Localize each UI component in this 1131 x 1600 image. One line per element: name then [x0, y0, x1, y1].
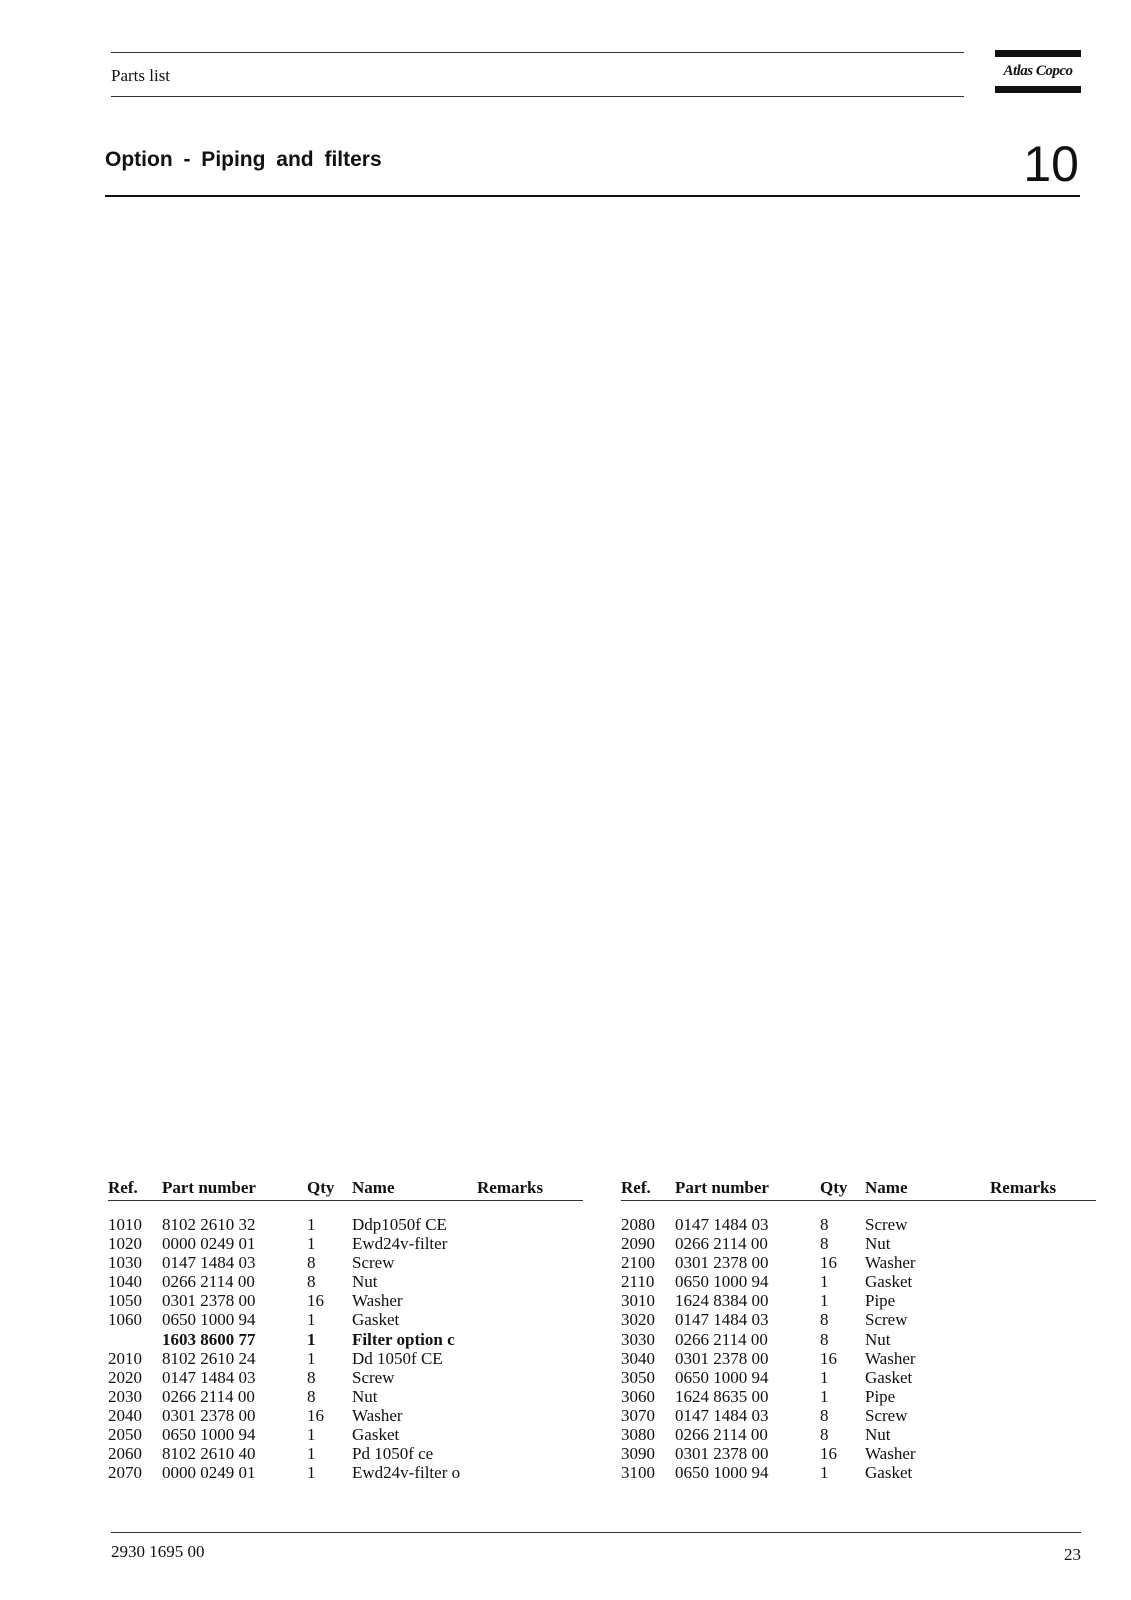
cell-qty: 8	[820, 1215, 829, 1234]
col-part-number-header: Part number	[162, 1178, 256, 1197]
cell-qty: 1	[307, 1444, 316, 1464]
table-row	[621, 1463, 1096, 1482]
table-row	[108, 1330, 583, 1349]
col-name-header: Name	[865, 1178, 908, 1197]
parts-table-left	[108, 1178, 583, 1482]
brand-logo-text: Atlas Copco	[1003, 63, 1073, 79]
cell-qty: 8	[820, 1405, 829, 1425]
table-row	[108, 1444, 583, 1463]
cell-qty: 1	[307, 1463, 316, 1483]
cell-name: Ewd24v-filter o	[352, 1463, 461, 1483]
cell-qty: 1	[307, 1234, 316, 1254]
table-row	[621, 1368, 1096, 1387]
cell-qty: 1	[820, 1291, 829, 1311]
doc-number: 2930 1695 00	[111, 1542, 205, 1561]
cell-ref: 2010	[108, 1348, 142, 1368]
cell-ref: 2080	[621, 1215, 655, 1234]
table-row	[621, 1387, 1096, 1406]
cell-ref: 3060	[621, 1386, 655, 1406]
cell-qty: 16	[820, 1348, 837, 1368]
table-row	[108, 1234, 583, 1253]
header-bottom-rule	[111, 96, 964, 97]
cell-ref: 1020	[108, 1234, 142, 1254]
cell-ref: 3050	[621, 1367, 655, 1387]
page-number: 23	[1064, 1545, 1081, 1564]
cell-name: Gasket	[865, 1272, 913, 1292]
cell-part-number: 0650 1000 94	[675, 1367, 769, 1387]
parts-table-right	[621, 1178, 1096, 1482]
cell-ref: 1060	[108, 1310, 142, 1330]
cell-name: Washer	[865, 1253, 916, 1273]
table-row	[108, 1406, 583, 1425]
cell-ref: 2060	[108, 1444, 142, 1464]
cell-ref: 1050	[108, 1291, 142, 1311]
cell-name: Washer	[865, 1444, 916, 1464]
table-row	[621, 1406, 1096, 1425]
page-title: Option - Piping and filters	[105, 148, 382, 171]
table-row	[108, 1463, 583, 1482]
table-row	[621, 1444, 1096, 1463]
cell-qty: 16	[820, 1253, 837, 1273]
cell-part-number: 0266 2114 00	[675, 1329, 768, 1349]
table-row	[108, 1291, 583, 1310]
cell-part-number: 0301 2378 00	[675, 1348, 769, 1368]
col-name-header: Name	[352, 1178, 395, 1197]
cell-part-number: 1624 8384 00	[675, 1291, 769, 1311]
cell-qty: 8	[820, 1329, 829, 1349]
cell-name: Screw	[352, 1253, 395, 1273]
col-ref-header: Ref.	[621, 1178, 651, 1197]
cell-qty: 1	[307, 1215, 316, 1234]
cell-ref: 2030	[108, 1386, 142, 1406]
cell-qty: 1	[820, 1386, 829, 1406]
cell-part-number: 0147 1484 03	[675, 1310, 769, 1330]
cell-ref: 1010	[108, 1215, 142, 1234]
cell-qty: 1	[307, 1348, 316, 1368]
table-row	[621, 1291, 1096, 1310]
cell-name: Pipe	[865, 1291, 896, 1311]
cell-name: Nut	[865, 1425, 891, 1445]
cell-ref: 2040	[108, 1405, 142, 1425]
cell-ref: 3080	[621, 1425, 655, 1445]
cell-ref: 2070	[108, 1463, 142, 1483]
cell-qty: 8	[820, 1234, 829, 1254]
cell-name: Pd 1050f ce	[352, 1444, 434, 1464]
cell-part-number: 8102 2610 32	[162, 1215, 256, 1234]
cell-name: Ewd24v-filter	[352, 1234, 448, 1254]
table-row	[621, 1330, 1096, 1349]
cell-ref: 3070	[621, 1405, 655, 1425]
table-row	[108, 1215, 583, 1234]
cell-part-number: 0266 2114 00	[162, 1272, 255, 1292]
col-remarks-header: Remarks	[990, 1178, 1057, 1197]
cell-name: Nut	[865, 1329, 891, 1349]
cell-part-number: 0266 2114 00	[162, 1386, 255, 1406]
table-row	[621, 1234, 1096, 1253]
cell-qty: 8	[307, 1367, 316, 1387]
cell-name: Dd 1050f CE	[352, 1348, 443, 1368]
cell-part-number: 8102 2610 40	[162, 1444, 256, 1464]
table-header	[108, 1178, 583, 1201]
cell-part-number: 0301 2378 00	[162, 1405, 256, 1425]
cell-part-number: 0147 1484 03	[675, 1405, 769, 1425]
cell-name: Ddp1050f CE	[352, 1215, 447, 1234]
cell-name: Washer	[352, 1291, 403, 1311]
cell-part-number: 0147 1484 03	[162, 1367, 256, 1387]
col-qty-header: Qty	[307, 1178, 335, 1197]
cell-qty: 16	[307, 1291, 324, 1311]
table-row	[621, 1253, 1096, 1272]
table-row	[108, 1349, 583, 1368]
cell-name: Washer	[865, 1348, 916, 1368]
brand-logo	[995, 50, 1081, 93]
cell-name: Pipe	[865, 1386, 896, 1406]
cell-name: Nut	[865, 1234, 891, 1254]
cell-qty: 1	[820, 1272, 829, 1292]
table-row	[108, 1368, 583, 1387]
table-row	[108, 1387, 583, 1406]
cell-qty: 1	[820, 1463, 829, 1483]
cell-part-number: 0650 1000 94	[675, 1463, 769, 1483]
cell-part-number: 1603 8600 77	[162, 1329, 256, 1349]
table-row	[621, 1215, 1096, 1234]
cell-part-number: 0266 2114 00	[675, 1234, 768, 1254]
cell-part-number: 0147 1484 03	[162, 1253, 256, 1273]
cell-name: Gasket	[865, 1463, 913, 1483]
cell-ref: 3010	[621, 1291, 655, 1311]
cell-part-number: 0650 1000 94	[675, 1272, 769, 1292]
col-remarks-header: Remarks	[477, 1178, 544, 1197]
cell-name: Gasket	[352, 1425, 400, 1445]
footer-rule	[111, 1532, 1081, 1533]
table-row	[108, 1253, 583, 1272]
cell-ref: 3090	[621, 1444, 655, 1464]
cell-part-number: 0301 2378 00	[162, 1291, 256, 1311]
cell-ref: 2050	[108, 1425, 142, 1445]
cell-ref: 2090	[621, 1234, 655, 1254]
col-part-number-header: Part number	[675, 1178, 769, 1197]
cell-qty: 1	[307, 1329, 316, 1349]
table-row	[621, 1349, 1096, 1368]
cell-ref: 2020	[108, 1367, 142, 1387]
cell-ref: 2110	[621, 1272, 655, 1292]
cell-name: Washer	[352, 1405, 403, 1425]
cell-name: Nut	[352, 1386, 378, 1406]
cell-part-number: 0650 1000 94	[162, 1425, 256, 1445]
cell-name: Screw	[865, 1215, 908, 1234]
cell-part-number: 0301 2378 00	[675, 1253, 769, 1273]
cell-ref: 2100	[621, 1253, 655, 1273]
cell-qty: 1	[307, 1310, 316, 1330]
cell-name: Screw	[865, 1405, 908, 1425]
col-qty-header: Qty	[820, 1178, 848, 1197]
cell-qty: 8	[820, 1425, 829, 1445]
col-ref-header: Ref.	[108, 1178, 138, 1197]
cell-part-number: 0301 2378 00	[675, 1444, 769, 1464]
cell-part-number: 0000 0249 01	[162, 1234, 256, 1254]
cell-qty: 8	[307, 1272, 316, 1292]
table-header	[621, 1178, 1096, 1201]
section-number: 10	[1023, 136, 1079, 192]
cell-ref: 1040	[108, 1272, 142, 1292]
cell-qty: 8	[307, 1386, 316, 1406]
cell-ref: 3100	[621, 1463, 655, 1483]
cell-qty: 16	[307, 1405, 324, 1425]
table-row	[621, 1425, 1096, 1444]
cell-qty: 1	[307, 1425, 316, 1445]
cell-ref: 3040	[621, 1348, 655, 1368]
cell-name: Gasket	[352, 1310, 400, 1330]
title-rule	[105, 195, 1080, 197]
cell-qty: 8	[820, 1310, 829, 1330]
doc-type-label: Parts list	[111, 66, 171, 85]
cell-qty: 16	[820, 1444, 837, 1464]
cell-ref: 1030	[108, 1253, 142, 1273]
cell-part-number: 8102 2610 24	[162, 1348, 256, 1368]
cell-part-number: 0147 1484 03	[675, 1215, 769, 1234]
cell-name: Nut	[352, 1272, 378, 1292]
cell-part-number: 0266 2114 00	[675, 1425, 768, 1445]
cell-part-number: 1624 8635 00	[675, 1386, 769, 1406]
cell-name: Filter option c	[352, 1329, 455, 1349]
table-row	[108, 1310, 583, 1329]
table-row	[108, 1425, 583, 1444]
cell-part-number: 0000 0249 01	[162, 1463, 256, 1483]
cell-ref: 3020	[621, 1310, 655, 1330]
header-top-rule	[111, 52, 964, 53]
table-row	[108, 1272, 583, 1291]
cell-name: Screw	[352, 1367, 395, 1387]
table-row	[621, 1272, 1096, 1291]
cell-part-number: 0650 1000 94	[162, 1310, 256, 1330]
cell-qty: 1	[820, 1367, 829, 1387]
cell-name: Gasket	[865, 1367, 913, 1387]
cell-name: Screw	[865, 1310, 908, 1330]
table-row	[621, 1310, 1096, 1329]
cell-ref: 3030	[621, 1329, 655, 1349]
cell-qty: 8	[307, 1253, 316, 1273]
